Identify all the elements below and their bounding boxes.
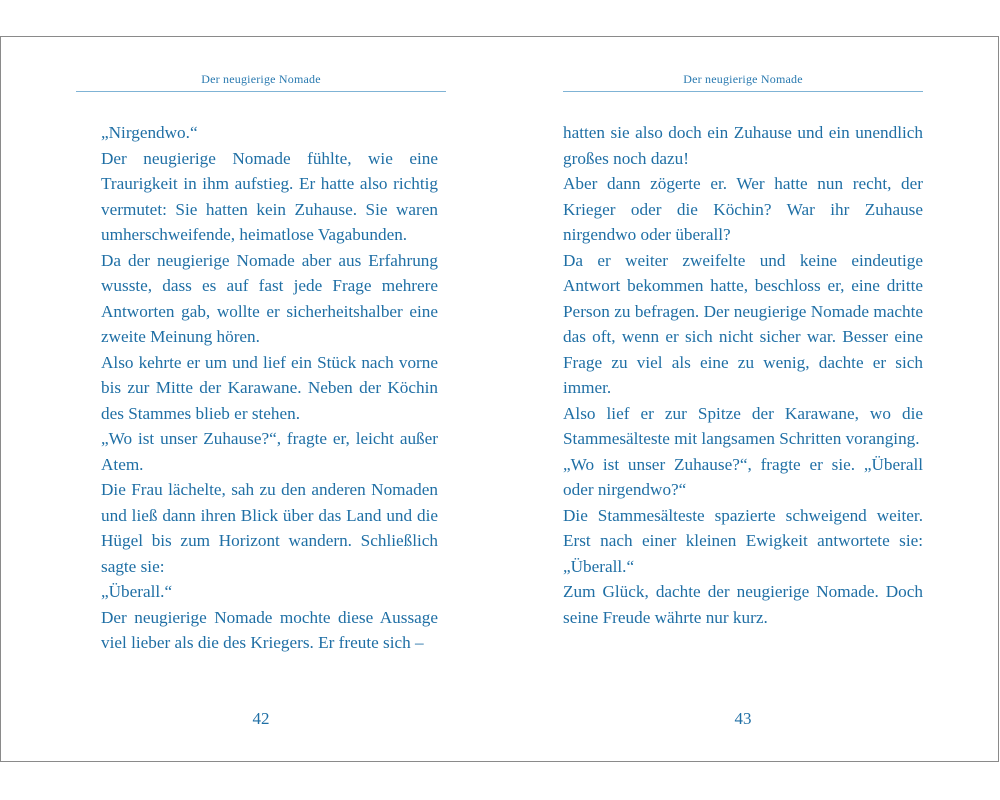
paragraph: hatten sie also doch ein Zuhause und ein unendlich großes noch dazu! — [563, 123, 923, 168]
paragraph: Zum Glück, dachte der neugierige Nomade. Doch seine Freude währte nur kurz. — [563, 582, 923, 627]
running-head-rule-left — [76, 91, 446, 92]
body-text-right — [563, 120, 923, 630]
paragraph: Da der neugierige Nomade aber aus Erfahrung wusste, dass es auf fast jede Frage mehrere Antworten gab, wollte er sicherheitshalber eine zweite Meinung hören. — [101, 250, 438, 346]
page-number-right: 43 — [734, 709, 752, 728]
left-page — [76, 37, 446, 761]
paragraph: Aber dann zögerte er. Wer hatte nun recht, der Krieger oder die Köchin? War ihr Zuhause nirgendwo oder überall? — [563, 174, 923, 244]
body-text-left — [101, 120, 438, 656]
running-head-rule-right — [563, 91, 923, 92]
paragraph: Die Stammesälteste spazierte schweigend weiter. Erst nach einer kleinen Ewigkeit antwortete sie: „Überall.“ — [563, 505, 923, 576]
book-spread — [0, 36, 999, 762]
paragraph: „Nirgendwo.“ — [101, 123, 198, 142]
paragraph: „Überall.“ — [101, 582, 173, 601]
paragraph: Da er weiter zweifelte und keine eindeutige Antwort bekommen hatte, beschloss er, eine dritte Person zu befragen. Der neugierige Nomade machte das oft, wenn er sich nicht sicher war. Besser eine Frage zu viel als eine zu wenig, dachte er sich immer. — [563, 250, 923, 397]
page-number-left: 42 — [252, 709, 270, 728]
paragraph: Der neugierige Nomade mochte diese Aussage viel lieber als die des Kriegers. Er freute sich – — [101, 607, 438, 652]
running-head-right: Der neugierige Nomade — [683, 72, 803, 86]
paragraph: Also kehrte er um und lief ein Stück nach vorne bis zur Mitte der Karawane. Neben der Köchin des Stammes blieb er stehen. — [101, 352, 438, 423]
paragraph: „Wo ist unser Zuhause?“, fragte er sie. „Überall oder nirgendwo?“ — [563, 454, 923, 499]
paragraph: „Wo ist unser Zuhause?“, fragte er, leicht außer Atem. — [101, 429, 438, 474]
paragraph: Also lief er zur Spitze der Karawane, wo die Stammesälteste mit langsamen Schritten voranging. — [563, 403, 923, 448]
right-page — [563, 37, 923, 761]
paragraph: Der neugierige Nomade fühlte, wie eine Traurigkeit in ihm aufstieg. Er hatte also richtig vermutet: Sie hatten kein Zuhause. Sie waren umherschweifende, heimatlose Vagabunden. — [101, 148, 438, 244]
running-head-left: Der neugierige Nomade — [201, 72, 321, 86]
paragraph: Die Frau lächelte, sah zu den anderen Nomaden und ließ dann ihren Blick über das Land und die Hügel bis zum Horizont wandern. Schließlich sagte sie: — [101, 480, 438, 576]
